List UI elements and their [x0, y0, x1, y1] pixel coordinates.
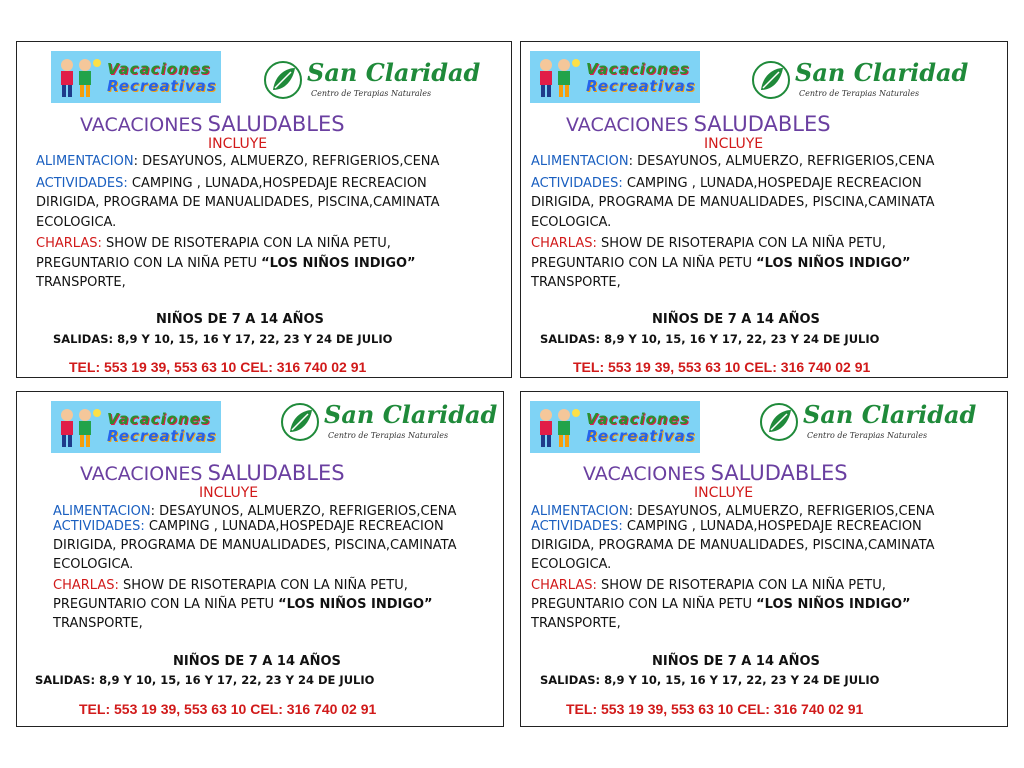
san-claridad-logo	[280, 400, 498, 450]
vacaciones-recreativas-logo	[51, 401, 221, 453]
title-part1: VACACIONES	[566, 114, 689, 136]
flyer-title	[566, 112, 831, 136]
flyer-title	[80, 461, 345, 485]
alimentacion-label: ALIMENTACION	[531, 504, 629, 519]
san-claridad-tagline: Centro de Terapias Naturales	[328, 431, 449, 440]
charlas-bold: “LOS NIÑOS INDIGO”	[756, 597, 911, 612]
logo-text-vacaciones: Vacaciones	[586, 410, 690, 428]
charlas-bold: “LOS NIÑOS INDIGO”	[278, 597, 433, 612]
phone-line: TEL: 553 19 39, 553 63 10 CEL: 316 740 02 91	[573, 359, 871, 375]
flyer-title	[583, 461, 848, 485]
actividades-line	[531, 174, 976, 233]
logo-text-vacaciones: Vacaciones	[107, 410, 211, 428]
san-claridad-logo	[759, 400, 977, 450]
charlas-text: SHOW DE RISOTERAPIA CON LA NIÑA PETU, PREGUNTARIO CON LA NIÑA PETU	[53, 578, 408, 612]
salidas-line: SALIDAS: 8,9 Y 10, 15, 16 Y 17, 22, 23 Y 24 DE JULIO	[540, 332, 880, 346]
san-claridad-tagline: Centro de Terapias Naturales	[807, 431, 928, 440]
alimentacion-label: ALIMENTACION	[531, 154, 629, 169]
incluye-label: INCLUYE	[199, 485, 259, 501]
ages-line: NIÑOS DE 7 A 14 AÑOS	[652, 654, 820, 669]
san-claridad-logo	[263, 58, 481, 108]
charlas-text: SHOW DE RISOTERAPIA CON LA NIÑA PETU, PREGUNTARIO CON LA NIÑA PETU	[36, 236, 391, 271]
leaf-icon	[751, 60, 791, 100]
salidas-line: SALIDAS: 8,9 Y 10, 15, 16 Y 17, 22, 23 Y 24 DE JULIO	[35, 673, 375, 687]
ages-line: NIÑOS DE 7 A 14 AÑOS	[173, 654, 341, 669]
title-part2: SALUDABLES	[207, 461, 345, 485]
actividades-text: CAMPING , LUNADA,HOSPEDAJE RECREACION DIRIGIDA, PROGRAMA DE MANUALIDADES, PISCINA,CAMINATA ECOLOGICA.	[36, 175, 440, 230]
title-part1: VACACIONES	[583, 463, 706, 485]
title-part2: SALUDABLES	[693, 112, 831, 136]
actividades-label: ACTIVIDADES:	[531, 175, 623, 191]
alimentacion-text: : DESAYUNOS, ALMUERZO, REFRIGERIOS,CENA	[628, 154, 935, 169]
actividades-label: ACTIVIDADES:	[36, 175, 128, 191]
incluye-label: INCLUYE	[694, 485, 754, 501]
charlas-tail: TRANSPORTE,	[531, 275, 621, 290]
san-claridad-name: San Claridad	[307, 58, 481, 87]
flyer-body	[36, 152, 481, 293]
charlas-label: CHARLAS:	[36, 236, 102, 251]
ages-line: NIÑOS DE 7 A 14 AÑOS	[156, 312, 324, 327]
san-claridad-logo	[751, 58, 969, 108]
charlas-tail: TRANSPORTE,	[36, 275, 126, 290]
actividades-line	[36, 174, 481, 233]
actividades-label: ACTIVIDADES:	[531, 519, 623, 534]
flyer-title	[80, 112, 345, 136]
actividades-line	[53, 517, 493, 574]
charlas-label: CHARLAS:	[531, 236, 597, 251]
actividades-text: CAMPING , LUNADA,HOSPEDAJE RECREACION DIRIGIDA, PROGRAMA DE MANUALIDADES, PISCINA,CAMINATA ECOLOGICA.	[531, 519, 935, 572]
salidas-line: SALIDAS: 8,9 Y 10, 15, 16 Y 17, 22, 23 Y 24 DE JULIO	[540, 673, 880, 687]
san-claridad-name: San Claridad	[795, 58, 969, 87]
logo-text-recreativas: Recreativas	[107, 427, 217, 445]
charlas-label: CHARLAS:	[531, 578, 597, 593]
phone-line: TEL: 553 19 39, 553 63 10 CEL: 316 740 02 91	[79, 701, 377, 717]
title-part1: VACACIONES	[80, 114, 203, 136]
leaf-icon	[280, 402, 320, 442]
title-part2: SALUDABLES	[207, 112, 345, 136]
kids-icon	[55, 405, 103, 449]
title-part1: VACACIONES	[80, 463, 203, 485]
actividades-text: CAMPING , LUNADA,HOSPEDAJE RECREACION DIRIGIDA, PROGRAMA DE MANUALIDADES, PISCINA,CAMINATA ECOLOGICA.	[531, 175, 935, 230]
charlas-text: SHOW DE RISOTERAPIA CON LA NIÑA PETU, PREGUNTARIO CON LA NIÑA PETU	[531, 578, 886, 612]
flyer-body	[531, 502, 971, 633]
logo-text-recreativas: Recreativas	[586, 427, 696, 445]
charlas-line	[531, 234, 976, 293]
logo-text-recreativas: Recreativas	[107, 77, 217, 95]
charlas-line	[53, 576, 493, 633]
title-part2: SALUDABLES	[710, 461, 848, 485]
charlas-line	[36, 234, 481, 293]
flyer-card-4	[520, 391, 1008, 727]
phone-line: TEL: 553 19 39, 553 63 10 CEL: 316 740 02 91	[566, 701, 864, 717]
alimentacion-line	[36, 152, 481, 172]
kids-icon	[55, 55, 103, 99]
salidas-line: SALIDAS: 8,9 Y 10, 15, 16 Y 17, 22, 23 Y 24 DE JULIO	[53, 332, 393, 346]
phone-line: TEL: 553 19 39, 553 63 10 CEL: 316 740 02 91	[69, 359, 367, 375]
alimentacion-text: : DESAYUNOS, ALMUERZO, REFRIGERIOS,CENA	[150, 504, 457, 519]
actividades-text: CAMPING , LUNADA,HOSPEDAJE RECREACION DIRIGIDA, PROGRAMA DE MANUALIDADES, PISCINA,CAMINATA ECOLOGICA.	[53, 519, 457, 572]
vacaciones-recreativas-logo	[530, 401, 700, 453]
actividades-line	[531, 517, 971, 574]
flyer-card-1	[16, 41, 512, 378]
alimentacion-line	[531, 152, 976, 172]
charlas-label: CHARLAS:	[53, 578, 119, 593]
leaf-icon	[759, 402, 799, 442]
flyer-body	[53, 502, 493, 633]
san-claridad-tagline: Centro de Terapias Naturales	[311, 89, 432, 98]
logo-text-vacaciones: Vacaciones	[107, 60, 211, 78]
charlas-line	[531, 576, 971, 633]
kids-icon	[534, 405, 582, 449]
charlas-bold: “LOS NIÑOS INDIGO”	[756, 255, 911, 271]
san-claridad-name: San Claridad	[803, 400, 977, 429]
flyer-card-3	[16, 391, 504, 727]
incluye-label: INCLUYE	[704, 136, 764, 152]
alimentacion-label: ALIMENTACION	[53, 504, 151, 519]
charlas-tail: TRANSPORTE,	[53, 616, 143, 631]
san-claridad-name: San Claridad	[324, 400, 498, 429]
charlas-text: SHOW DE RISOTERAPIA CON LA NIÑA PETU, PREGUNTARIO CON LA NIÑA PETU	[531, 236, 886, 271]
flyer-card-2	[520, 41, 1008, 378]
logo-text-vacaciones: Vacaciones	[586, 60, 690, 78]
charlas-tail: TRANSPORTE,	[531, 616, 621, 631]
ages-line: NIÑOS DE 7 A 14 AÑOS	[652, 312, 820, 327]
vacaciones-recreativas-logo	[530, 51, 700, 103]
alimentacion-text: : DESAYUNOS, ALMUERZO, REFRIGERIOS,CENA	[628, 504, 935, 519]
incluye-label: INCLUYE	[208, 136, 268, 152]
alimentacion-text: : DESAYUNOS, ALMUERZO, REFRIGERIOS,CENA	[133, 154, 440, 169]
vacaciones-recreativas-logo	[51, 51, 221, 103]
flyer-body	[531, 152, 976, 293]
actividades-label: ACTIVIDADES:	[53, 519, 145, 534]
kids-icon	[534, 55, 582, 99]
leaf-icon	[263, 60, 303, 100]
logo-text-recreativas: Recreativas	[586, 77, 696, 95]
alimentacion-label: ALIMENTACION	[36, 154, 134, 169]
charlas-bold: “LOS NIÑOS INDIGO”	[261, 255, 416, 271]
san-claridad-tagline: Centro de Terapias Naturales	[799, 89, 920, 98]
